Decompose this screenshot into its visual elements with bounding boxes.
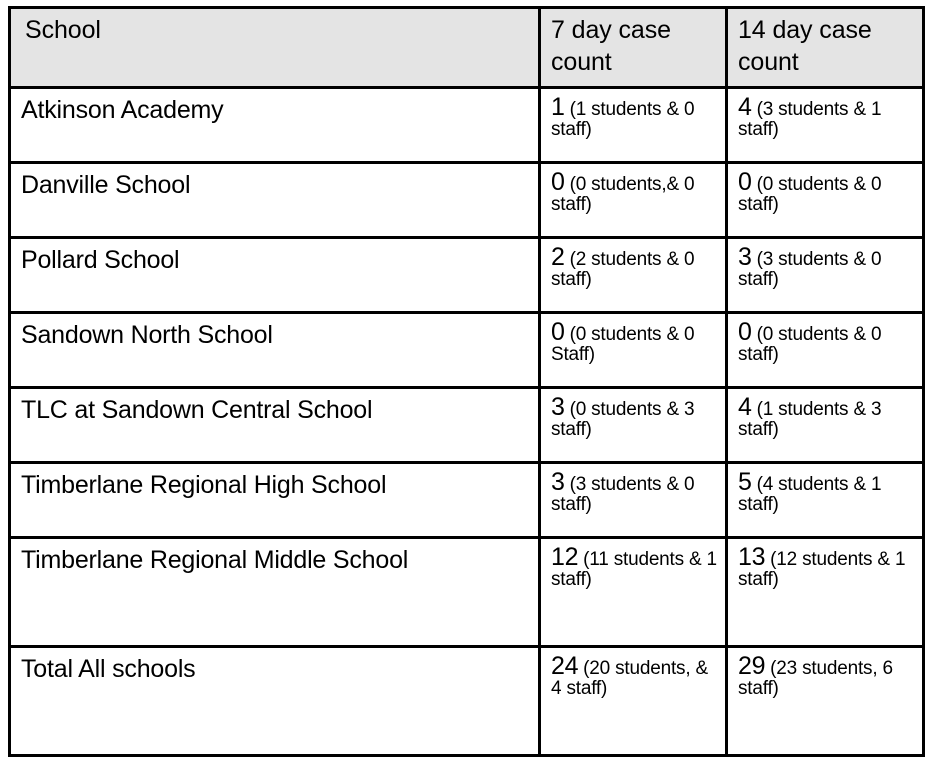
cell-7-day-case-count [540, 538, 727, 647]
cell-14-day-case-count [727, 313, 924, 388]
count-breakdown: (1 students & 0 staff) [551, 99, 695, 140]
count-breakdown: (0 students,& 0 staff) [551, 174, 695, 215]
table-row [10, 538, 924, 647]
cell-7-day-case-count [540, 238, 727, 313]
cell-14-day-case-count [727, 238, 924, 313]
cell-school-name: Timberlane Regional Middle School [10, 538, 540, 647]
cell-school-name: Total All schools [10, 647, 540, 756]
cell-7-day-case-count [540, 163, 727, 238]
table-row [10, 238, 924, 313]
column-header-7-day-case-count: 7 day case count [540, 8, 727, 88]
count-value: 0 [551, 168, 565, 196]
cell-school-name: TLC at Sandown Central School [10, 388, 540, 463]
table-header-row [10, 8, 924, 88]
table-row-total [10, 647, 924, 756]
cell-school-name: Danville School [10, 163, 540, 238]
cell-14-day-case-count [727, 88, 924, 163]
count-breakdown: (0 students & 0 Staff) [551, 324, 695, 365]
count-breakdown: (1 students & 3 staff) [738, 399, 882, 440]
count-breakdown: (0 students & 3 staff) [551, 399, 695, 440]
count-value: 3 [551, 393, 565, 421]
count-value: 5 [738, 468, 752, 496]
table-row [10, 463, 924, 538]
count-value: 13 [738, 543, 766, 571]
count-value: 0 [551, 318, 565, 346]
column-header-school: School [10, 8, 540, 88]
count-breakdown: (12 students & 1 staff) [738, 549, 906, 590]
table-row [10, 163, 924, 238]
cell-school-name: Timberlane Regional High School [10, 463, 540, 538]
count-value: 24 [551, 652, 579, 680]
table-row [10, 88, 924, 163]
cell-14-day-case-count [727, 388, 924, 463]
cell-school-name: Sandown North School [10, 313, 540, 388]
count-value: 4 [738, 393, 752, 421]
count-value: 3 [551, 468, 565, 496]
cell-7-day-case-count [540, 388, 727, 463]
table-body [10, 88, 924, 756]
count-breakdown: (11 students & 1 staff) [551, 549, 717, 590]
count-value: 1 [551, 93, 565, 121]
cell-7-day-case-count [540, 313, 727, 388]
cell-school-name: Pollard School [10, 238, 540, 313]
table-row [10, 388, 924, 463]
table-row [10, 313, 924, 388]
count-breakdown: (3 students & 0 staff) [738, 249, 882, 290]
count-breakdown: (0 students & 0 staff) [738, 324, 882, 365]
cell-14-day-case-count [727, 163, 924, 238]
column-header-14-day-case-count: 14 day case count [727, 8, 924, 88]
count-value: 29 [738, 652, 766, 680]
count-breakdown: (23 students, 6 staff) [738, 658, 893, 699]
count-value: 0 [738, 318, 752, 346]
count-value: 2 [551, 243, 565, 271]
count-breakdown: (2 students & 0 staff) [551, 249, 695, 290]
cell-7-day-case-count [540, 463, 727, 538]
count-value: 12 [551, 543, 579, 571]
cell-7-day-case-count [540, 647, 727, 756]
cell-school-name: Atkinson Academy [10, 88, 540, 163]
count-value: 0 [738, 168, 752, 196]
count-breakdown: (20 students, & 4 staff) [551, 658, 708, 699]
count-breakdown: (3 students & 0 staff) [551, 474, 695, 515]
cell-14-day-case-count [727, 538, 924, 647]
cell-14-day-case-count [727, 463, 924, 538]
count-value: 4 [738, 93, 752, 121]
school-case-count-table [8, 6, 925, 757]
count-breakdown: (0 students & 0 staff) [738, 174, 882, 215]
count-breakdown: (4 students & 1 staff) [738, 474, 882, 515]
count-value: 3 [738, 243, 752, 271]
table-header [10, 8, 924, 88]
cell-14-day-case-count [727, 647, 924, 756]
count-breakdown: (3 students & 1 staff) [738, 99, 882, 140]
cell-7-day-case-count [540, 88, 727, 163]
school-case-count-table-container [8, 6, 922, 757]
